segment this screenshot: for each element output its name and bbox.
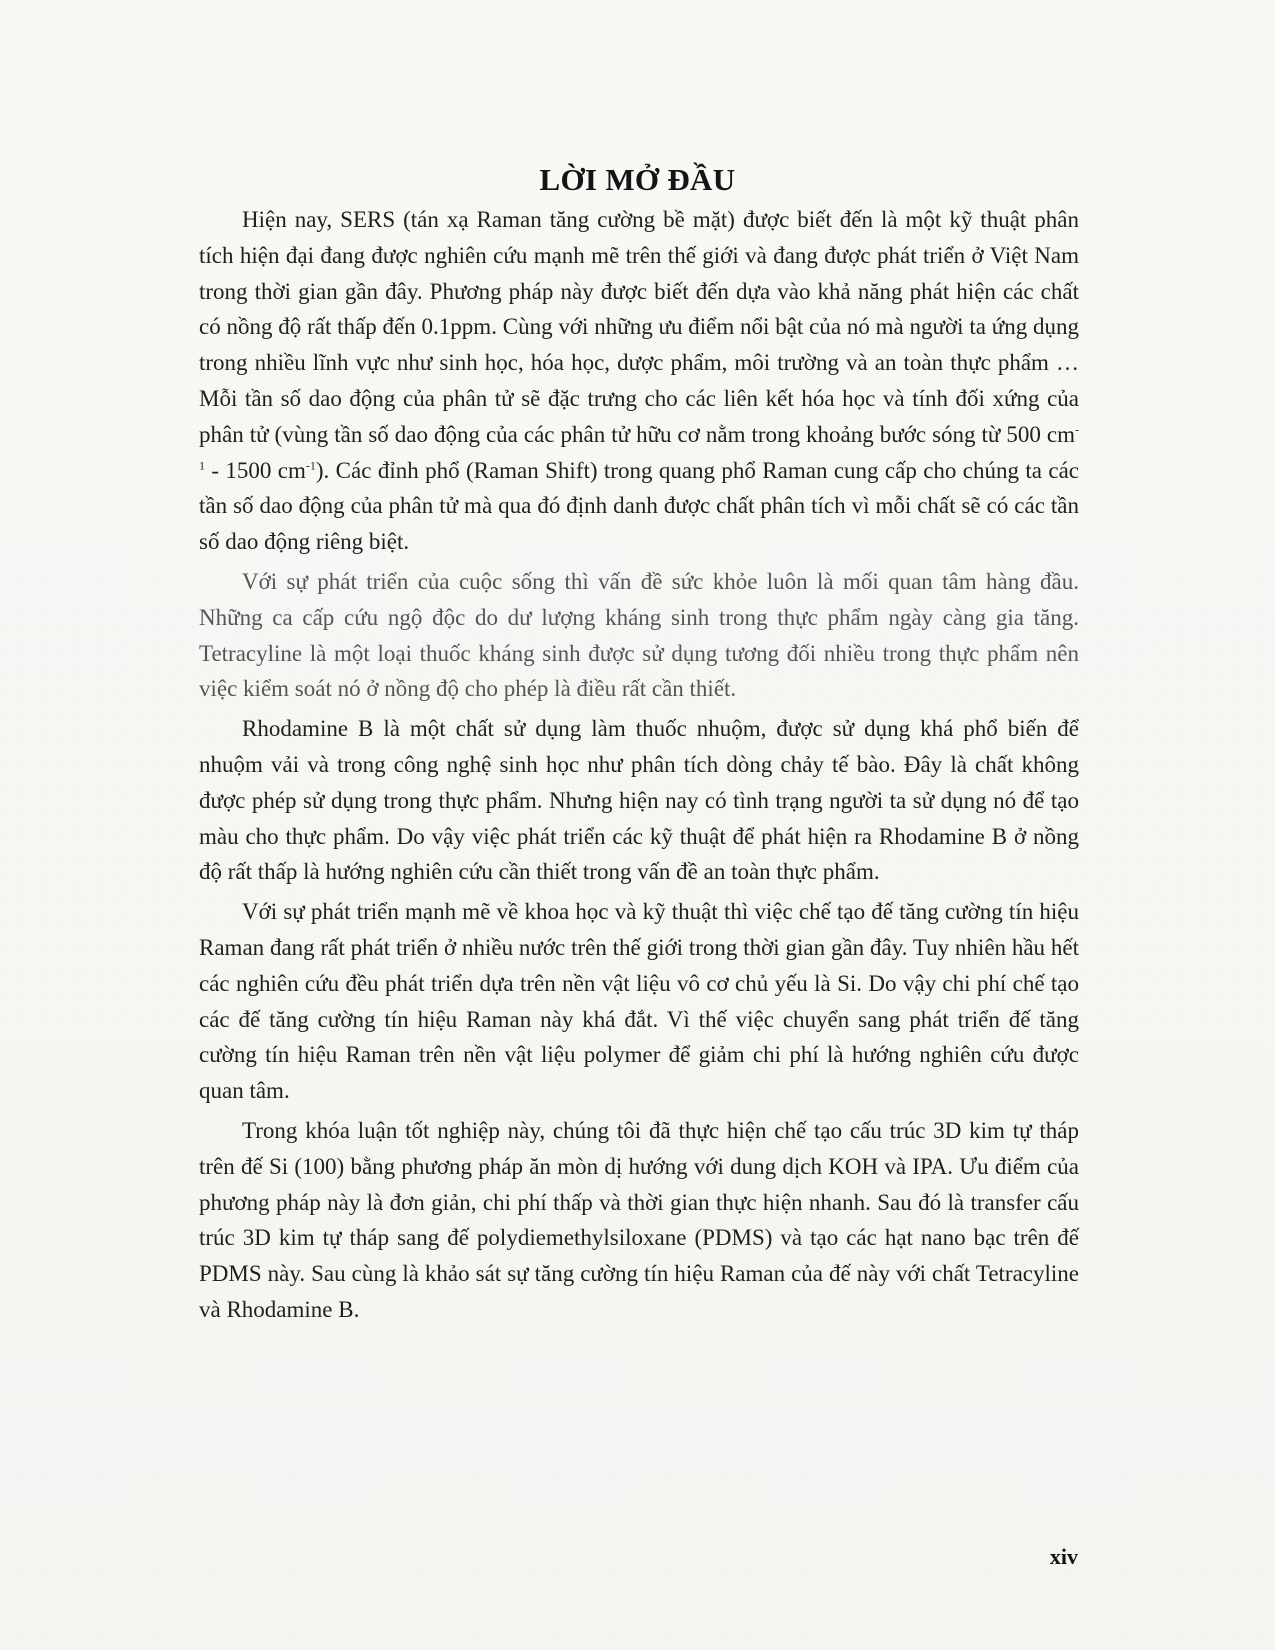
paragraph-1-text-c: ). Các đỉnh phổ (Raman Shift) trong quang phổ Raman cung cấp cho chúng ta các tần số dao động của phân tử mà qua đó định danh được chất phân tích vì mỗi chất sẽ có các tần số dao động riêng biệt. [199,457,1079,555]
superscript-exponent-2: -1 [305,457,316,472]
superscript-exponent-1: -1 [199,422,1079,472]
paragraph-4: Với sự phát triển mạnh mẽ về khoa học và kỹ thuật thì việc chế tạo đế tăng cường tín hiệu Raman đang rất phát triển ở nhiều nước trên thế giới trong thời gian gần đây. Tuy nhiên hầu hết các nghiên cứu đều phát triển dựa trên nền vật liệu vô cơ chủ yếu là Si. Do vậy chi phí chế tạo các đế tăng cường tín hiệu Raman này khá đắt. Vì thế việc chuyển sang phát triển đế tăng cường tín hiệu Raman trên nền vật liệu polymer để giảm chi phí là hướng nghiên cứu được quan tâm. [199,899,1079,1104]
paragraph-1-text-a: Hiện nay, SERS (tán xạ Raman tăng cường bề mặt) được biết đến là một kỹ thuật phân tích hiện đại đang được nghiên cứu mạnh mẽ trên thế giới và đang được phát triển ở Việt Nam trong thời gian gần đây. Phương pháp này được biết đến dựa vào khả năng phát hiện các chất có nồng độ rất thấp đến 0.1ppm. Cùng với những ưu điểm nổi bật của nó mà người ta ứng dụng trong nhiều lĩnh vực như sinh học, hóa học, dược phẩm, môi trường và an toàn thực phẩm … Mỗi tần số dao động của phân tử sẽ đặc trưng cho các liên kết hóa học và tính đối xứng của phân tử (vùng tần số dao động của các phân tử hữu cơ nằm trong khoảng bước sóng từ 500 cm [199,207,1079,447]
paragraph-5: Trong khóa luận tốt nghiệp này, chúng tôi đã thực hiện chế tạo cấu trúc 3D kim tự tháp trên đế Si (100) bằng phương pháp ăn mòn dị hướng với dung dịch KOH và IPA. Ưu điểm của phương pháp này là đơn giản, chi phí thấp và thời gian thực hiện nhanh. Sau đó là transfer cấu trúc 3D kim tự tháp sang đế polydiemethylsiloxane (PDMS) và tạo các hạt nano bạc trên đế PDMS này. Sau cùng là khảo sát sự tăng cường tín hiệu Raman của đế này với chất Tetracyline và Rhodamine B. [199,1117,1079,1322]
body-text [199,202,1079,1332]
paragraph-1-text-b: - 1500 cm [205,457,306,483]
paragraph-1 [199,202,1079,560]
paragraph-3: Rhodamine B là một chất sử dụng làm thuốc nhuộm, được sử dụng khá phổ biến để nhuộm vải và trong công nghệ sinh học như phân tích dòng chảy tế bào. Đây là chất không được phép sử dụng trong thực phẩm. Nhưng hiện nay có tình trạng người ta sử dụng nó để tạo màu cho thực phẩm. Do vậy việc phát triển các kỹ thuật để phát hiện ra Rhodamine B ở nồng độ rất thấp là hướng nghiên cứu cần thiết trong vấn đề an toàn thực phẩm. [199,716,1079,885]
page-title: LỜI MỞ ĐẦU [539,162,736,197]
page-number: xiv [1049,1544,1078,1569]
paragraph-2: Với sự phát triển của cuộc sống thì vấn đề sức khỏe luôn là mối quan tâm hàng đầu. Những ca cấp cứu ngộ độc do dư lượng kháng sinh trong thực phẩm ngày càng gia tăng. Tetracyline là một loại thuốc kháng sinh được sử dụng tương đối nhiều trong thực phẩm nên việc kiểm soát nó ở nồng độ cho phép là điều rất cần thiết. [199,568,1079,702]
